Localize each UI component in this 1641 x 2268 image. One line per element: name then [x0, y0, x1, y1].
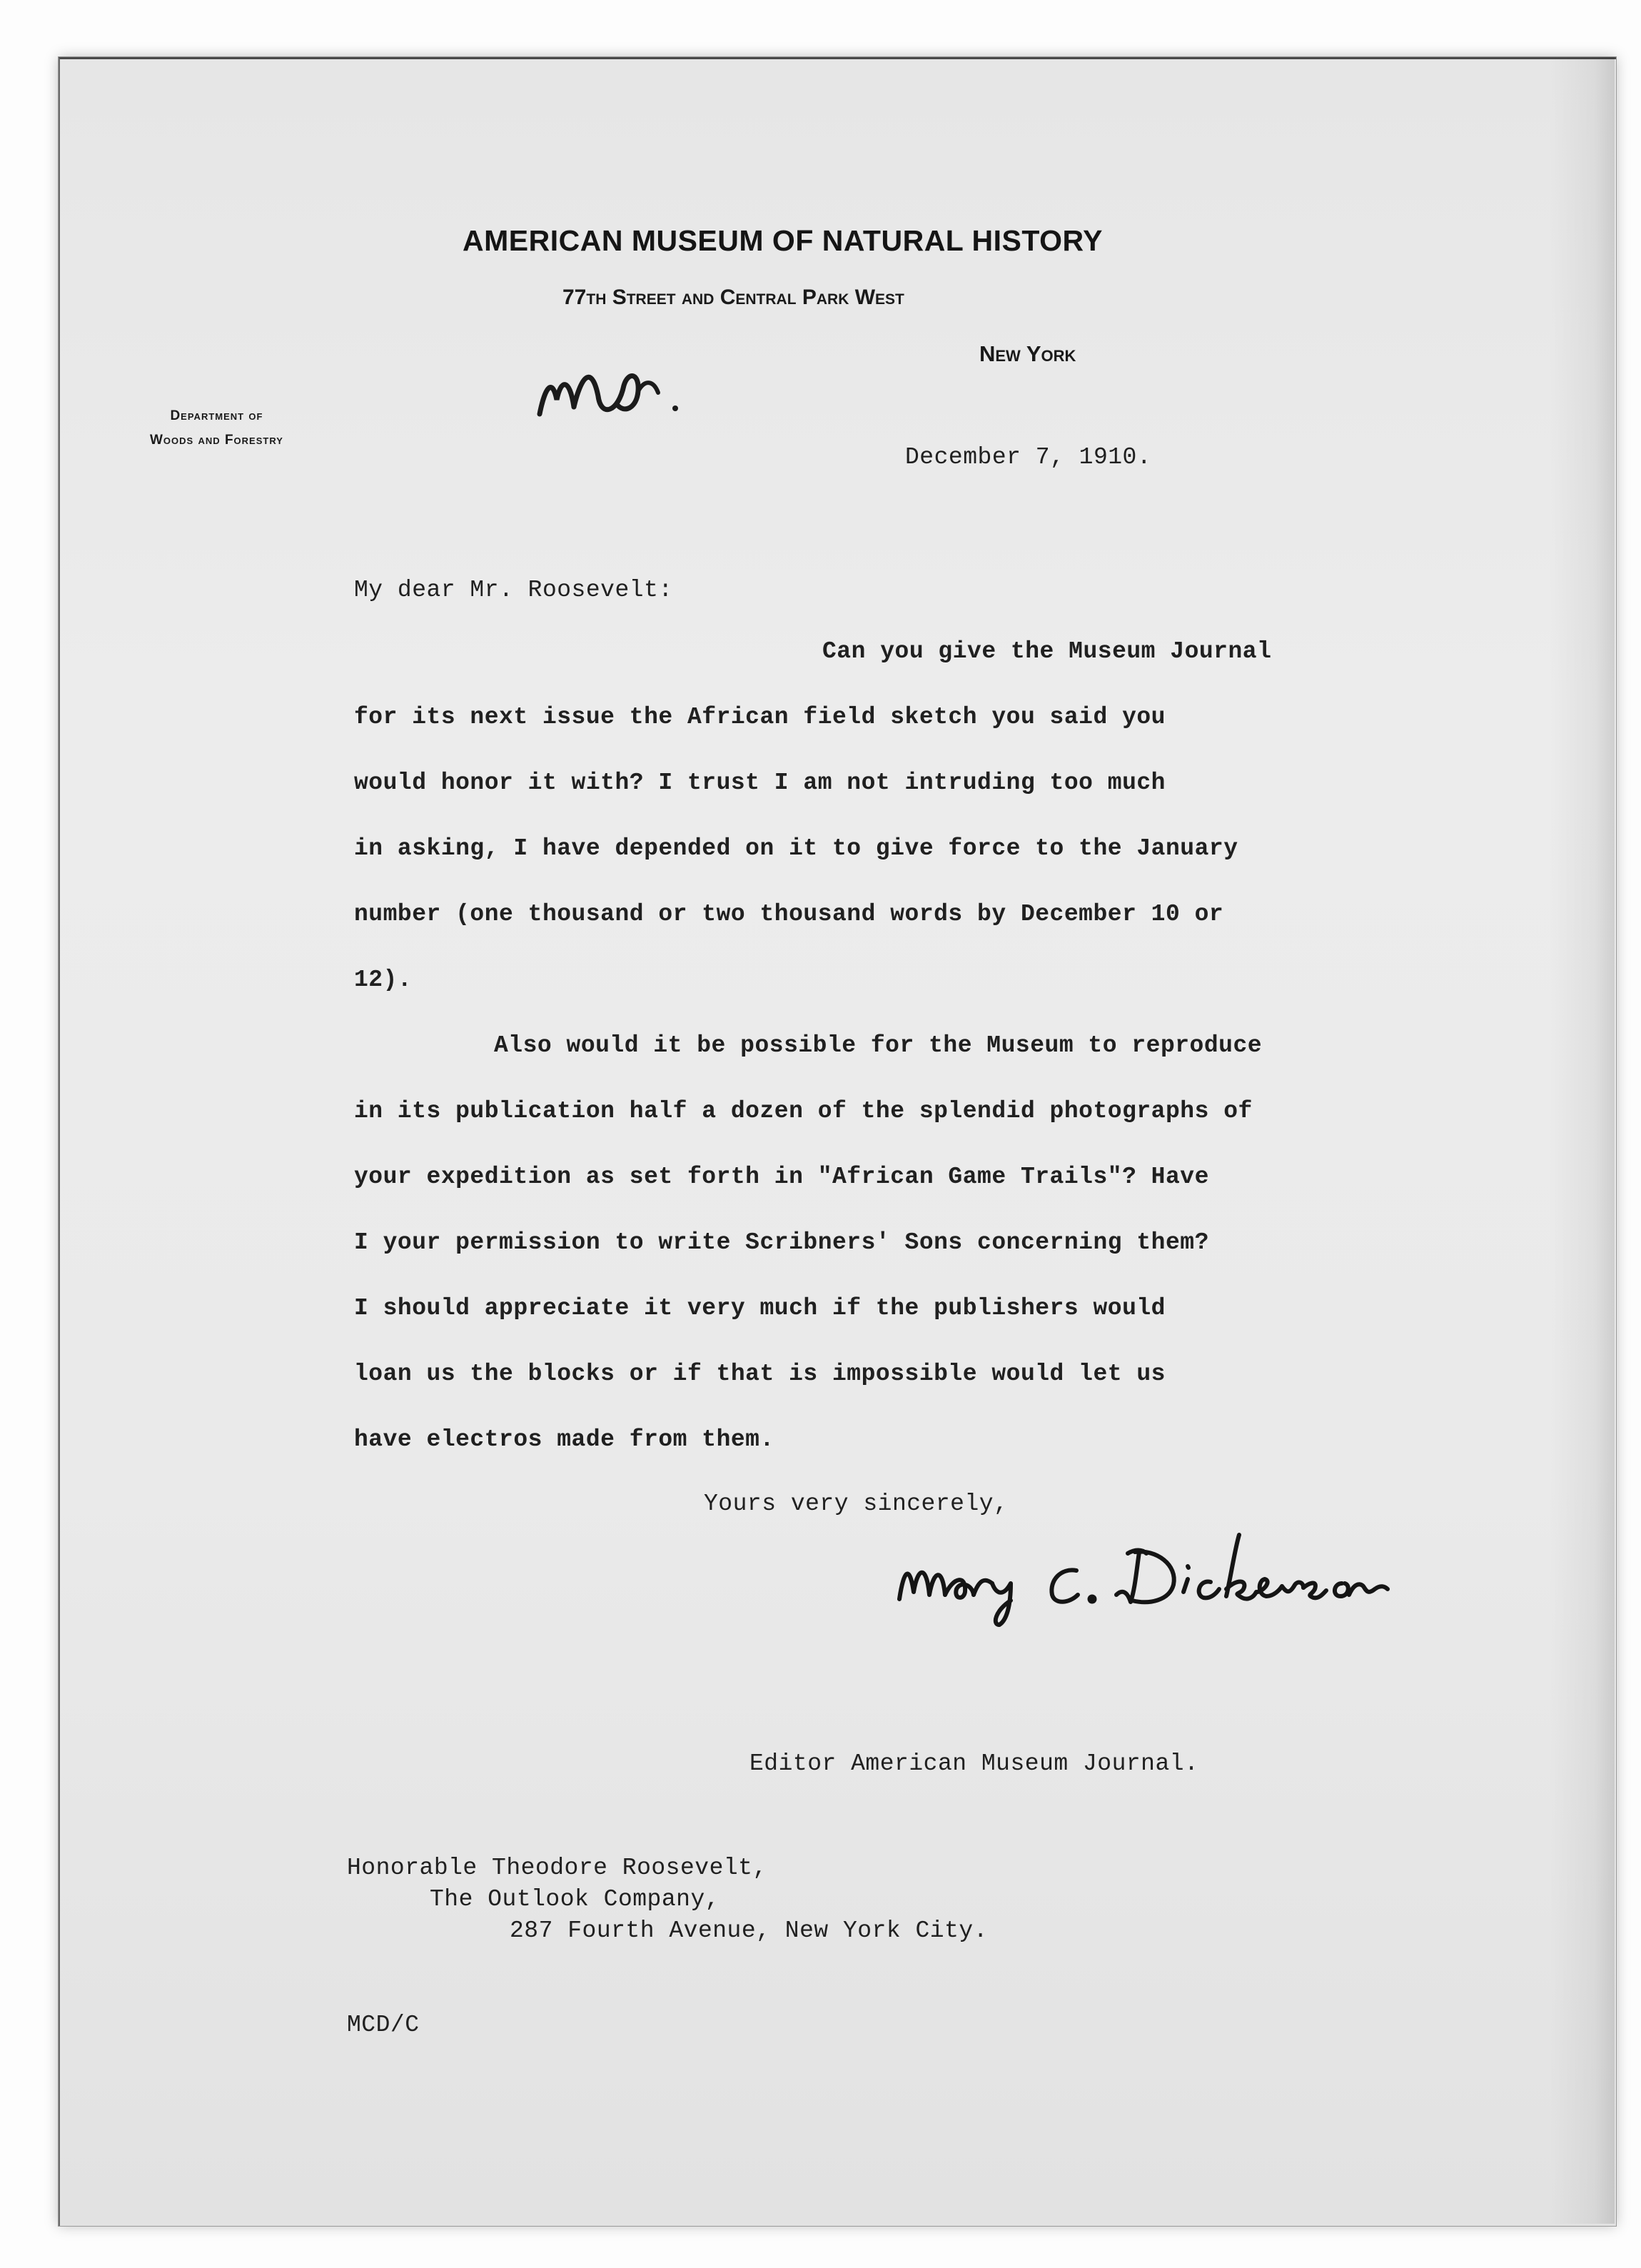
- body-line: for its next issue the African field sketch you said you: [354, 704, 1166, 730]
- body-line: number (one thousand or two thousand words by December 10 or: [354, 901, 1224, 927]
- letterhead-city: New York: [979, 341, 1076, 366]
- reference-initials: MCD/C: [347, 2012, 420, 2038]
- body-line: I should appreciate it very much if the publishers would: [354, 1295, 1166, 1321]
- address-line-3: 287 Fourth Avenue, New York City.: [510, 1917, 989, 1944]
- body-line: in its publication half a dozen of the splendid photographs of: [354, 1098, 1253, 1124]
- letterhead-department: [150, 404, 283, 453]
- letterhead-institution: AMERICAN MUSEUM OF NATURAL HISTORY: [463, 224, 1103, 257]
- letter-date: December 7, 1910.: [905, 444, 1152, 470]
- salutation: My dear Mr. Roosevelt:: [354, 577, 673, 603]
- handwritten-signature: [885, 1521, 1399, 1628]
- body-line: have electros made from them.: [354, 1426, 774, 1453]
- handwritten-mark: [532, 357, 704, 435]
- address-line-1: Honorable Theodore Roosevelt,: [347, 1855, 767, 1881]
- body-line: loan us the blocks or if that is impossible would let us: [354, 1361, 1166, 1387]
- letterhead-street: 77th Street and Central Park West: [562, 286, 904, 309]
- department-line-1: Department of: [170, 408, 263, 423]
- letter-paper: [59, 57, 1616, 2226]
- address-line-2: The Outlook Company,: [430, 1886, 720, 1912]
- signer-title: Editor American Museum Journal.: [749, 1750, 1199, 1777]
- body-line: would honor it with? I trust I am not intruding too much: [354, 770, 1166, 796]
- body-line: 12).: [354, 967, 413, 993]
- department-line-2: Woods and Forestry: [150, 433, 283, 448]
- body-line: Also would it be possible for the Museum to reproduce: [494, 1032, 1263, 1059]
- closing: Yours very sincerely,: [704, 1491, 1009, 1517]
- body-line: your expedition as set forth in "African Game Trails"? Have: [354, 1164, 1209, 1190]
- body-line: I your permission to write Scribners' Sons concerning them?: [354, 1229, 1209, 1256]
- body-line: in asking, I have depended on it to give force to the January: [354, 835, 1238, 862]
- body-line: Can you give the Museum Journal: [822, 638, 1272, 665]
